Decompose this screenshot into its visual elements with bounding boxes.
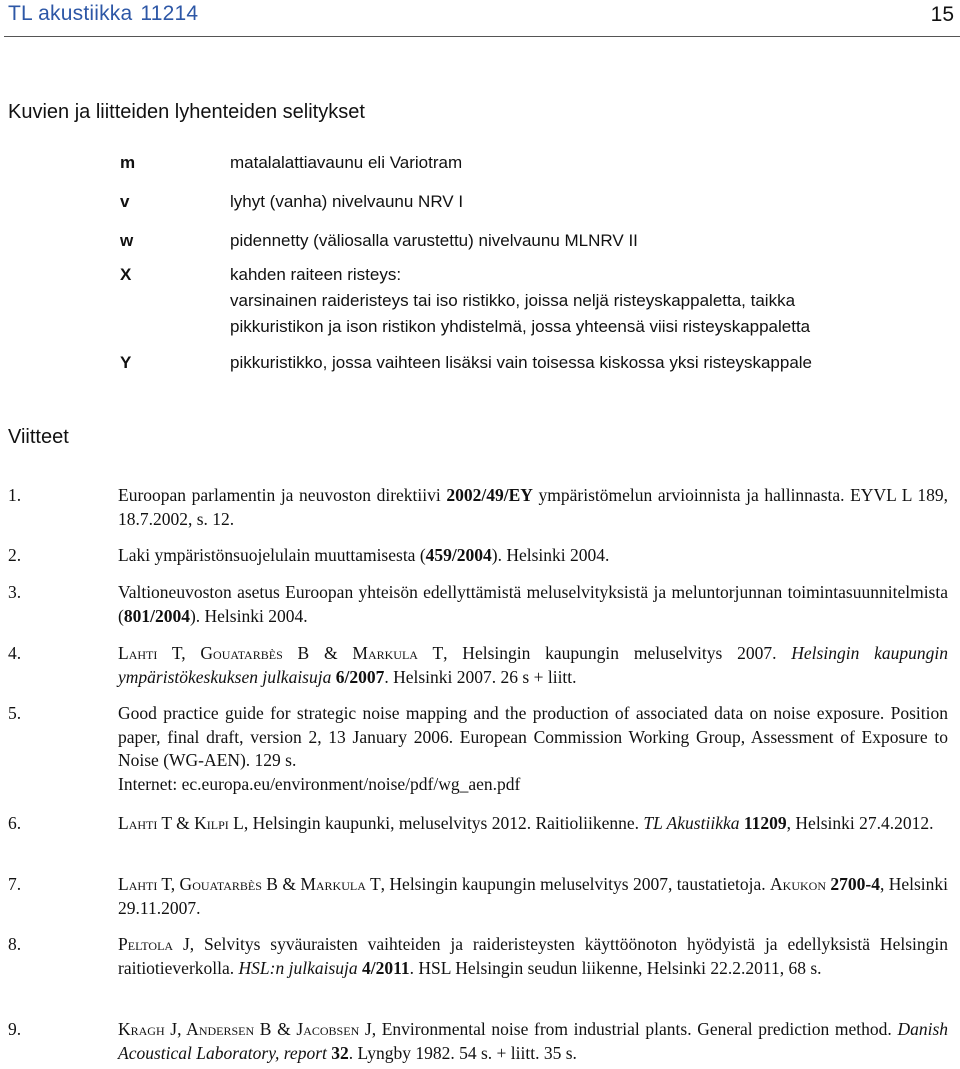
abbreviation-key: X bbox=[120, 265, 132, 284]
ref-part: 459/2004 bbox=[425, 545, 492, 565]
report-number: 11214 bbox=[140, 2, 199, 25]
ref-part: . HSL Helsingin seudun liikenne, Helsinki 22.2.2011, 68 s. bbox=[409, 957, 822, 978]
desc-line: pikkuristikon ja ison ristikon yhdistelmä, jossa yhteensä viisi risteyskappaletta bbox=[230, 317, 811, 336]
ref-part: , Helsinki 29.11.2007. bbox=[118, 874, 949, 918]
abbreviation-key: v bbox=[120, 192, 130, 211]
running-title bbox=[8, 2, 198, 26]
ref-part: Valtioneuvoston asetus Euroopan yhteisön edellyttämistä meluselvityksistä ja meluntorjunnan toimintasuunnitelmista ( bbox=[118, 582, 948, 626]
ref-part: , Helsinki 27.4.2012. bbox=[786, 813, 934, 833]
reference-number: 6. bbox=[8, 813, 22, 833]
ref-part: Euroopan parlamentin ja neuvoston direktiivi bbox=[118, 485, 447, 505]
ref-part: Danish Acoustical Laboratory, report bbox=[118, 1019, 948, 1063]
abbreviations-heading: Kuvien ja liitteiden lyhenteiden selitykset bbox=[8, 101, 365, 123]
reference-text bbox=[118, 933, 948, 980]
ref-part: , Helsingin kaupungin meluselvitys 2007, taustatietoja. bbox=[380, 874, 771, 894]
ref-part: Akukon bbox=[770, 874, 826, 894]
reference-number: 5. bbox=[8, 703, 22, 723]
ref-part: 801/2004 bbox=[123, 605, 190, 626]
reference-number: 9. bbox=[8, 1019, 22, 1039]
ref-part: , Helsingin kaupungin meluselvitys 2007. bbox=[443, 643, 792, 663]
ref-part: Good practice guide for strategic noise mapping and the production of associated data on noise exposure. Position paper, final draft, version 2, 13 January 2006. European Commission Working Group, Assessment of Exposure to Noise (WG-AEN). 129 s. bbox=[118, 703, 948, 770]
ref-part: , Helsingin kaupunki, meluselvitys 2012. Raitioliikenne. bbox=[243, 813, 644, 833]
reference-text bbox=[118, 484, 948, 531]
reference-number: 8. bbox=[8, 934, 22, 954]
ref-part: . Helsinki 2007. 26 s + liitt. bbox=[384, 666, 577, 687]
reference-number: 4. bbox=[8, 643, 22, 663]
ref-part: ). Helsinki 2004. bbox=[491, 545, 610, 565]
reference-number: 1. bbox=[8, 485, 22, 505]
ref-part: 32 bbox=[326, 1042, 349, 1063]
abbreviation-desc bbox=[230, 262, 930, 340]
abbreviation-key: m bbox=[120, 153, 136, 172]
ref-part: 4/2011 bbox=[357, 957, 410, 978]
ref-part: Laki ympäristönsuojelulain muuttamisesta ( bbox=[118, 545, 426, 565]
ref-part: 6/2007 bbox=[331, 666, 385, 687]
ref-part: 2700-4 bbox=[825, 874, 880, 894]
desc-line: kahden raiteen risteys: bbox=[230, 265, 402, 284]
ref-part: TL Akustiikka bbox=[643, 813, 740, 833]
page-number: 15 bbox=[930, 3, 954, 26]
reference-text bbox=[118, 642, 948, 689]
reference-number: 2. bbox=[8, 545, 22, 565]
ref-part: ympäristömelun arvioinnista ja hallinnasta. EYVL L 189, 18.7.2002, s. 12. bbox=[118, 485, 948, 529]
reference-text bbox=[118, 581, 948, 628]
abbreviation-desc: lyhyt (vanha) nivelvaunu NRV I bbox=[230, 192, 464, 211]
abbreviation-key: w bbox=[120, 231, 134, 250]
header-rule bbox=[4, 36, 960, 37]
ref-part: HSL:n julkaisuja bbox=[238, 957, 358, 978]
ref-authors: Lahti T & Kilpi L bbox=[118, 813, 244, 833]
reference-url: Internet: ec.europa.eu/environment/noise/pdf/wg_aen.pdf bbox=[118, 773, 521, 794]
ref-authors: Kragh J, Andersen B & Jacobsen J bbox=[118, 1019, 372, 1039]
abbreviation-desc: pidennetty (väliosalla varustettu) nivelvaunu MLNRV II bbox=[230, 231, 638, 250]
desc-line: varsinainen raideristeys tai iso ristikko, joissa neljä risteyskappaletta, taikka bbox=[230, 291, 796, 310]
ref-part: 2002/49/EY bbox=[446, 485, 533, 505]
reference-number: 7. bbox=[8, 874, 22, 894]
ref-authors: Lahti T, Gouatarbès B & Markula T bbox=[118, 643, 444, 663]
ref-part: , Environmental noise from industrial plants. General prediction method. bbox=[371, 1019, 898, 1039]
abbreviation-desc: pikkuristikko, jossa vaihteen lisäksi vain toisessa kiskossa yksi risteyskappale bbox=[230, 353, 813, 372]
reference-text bbox=[118, 1018, 948, 1065]
ref-authors: Lahti T, Gouatarbès B & Markula T bbox=[118, 874, 381, 894]
references-heading: Viitteet bbox=[8, 426, 69, 448]
ref-part: , Selvitys syväuraisten vaihteiden ja raideristeysten käyttöönoton hyödyistä ja edellyksistä Helsingin raitiotieverkolla. bbox=[118, 934, 948, 978]
abbreviation-key: Y bbox=[120, 353, 132, 372]
ref-part: . Lyngby 1982. 54 s. + liitt. 35 s. bbox=[348, 1042, 577, 1063]
ref-authors: Peltola J bbox=[118, 934, 190, 954]
ref-part: 11209 bbox=[739, 813, 787, 833]
reference-text bbox=[118, 544, 948, 568]
reference-text bbox=[118, 702, 948, 796]
reference-number: 3. bbox=[8, 582, 22, 602]
reference-text bbox=[118, 873, 948, 920]
ref-part: Helsingin kaupungin ympäristökeskuksen julkaisuja bbox=[118, 643, 948, 687]
ref-part: ). Helsinki 2004. bbox=[189, 605, 308, 626]
abbreviation-desc: matalalattiavaunu eli Variotram bbox=[230, 153, 463, 172]
reference-text bbox=[118, 812, 948, 836]
page-header bbox=[0, 0, 960, 36]
journal-name: TL akustiikka bbox=[8, 2, 133, 25]
